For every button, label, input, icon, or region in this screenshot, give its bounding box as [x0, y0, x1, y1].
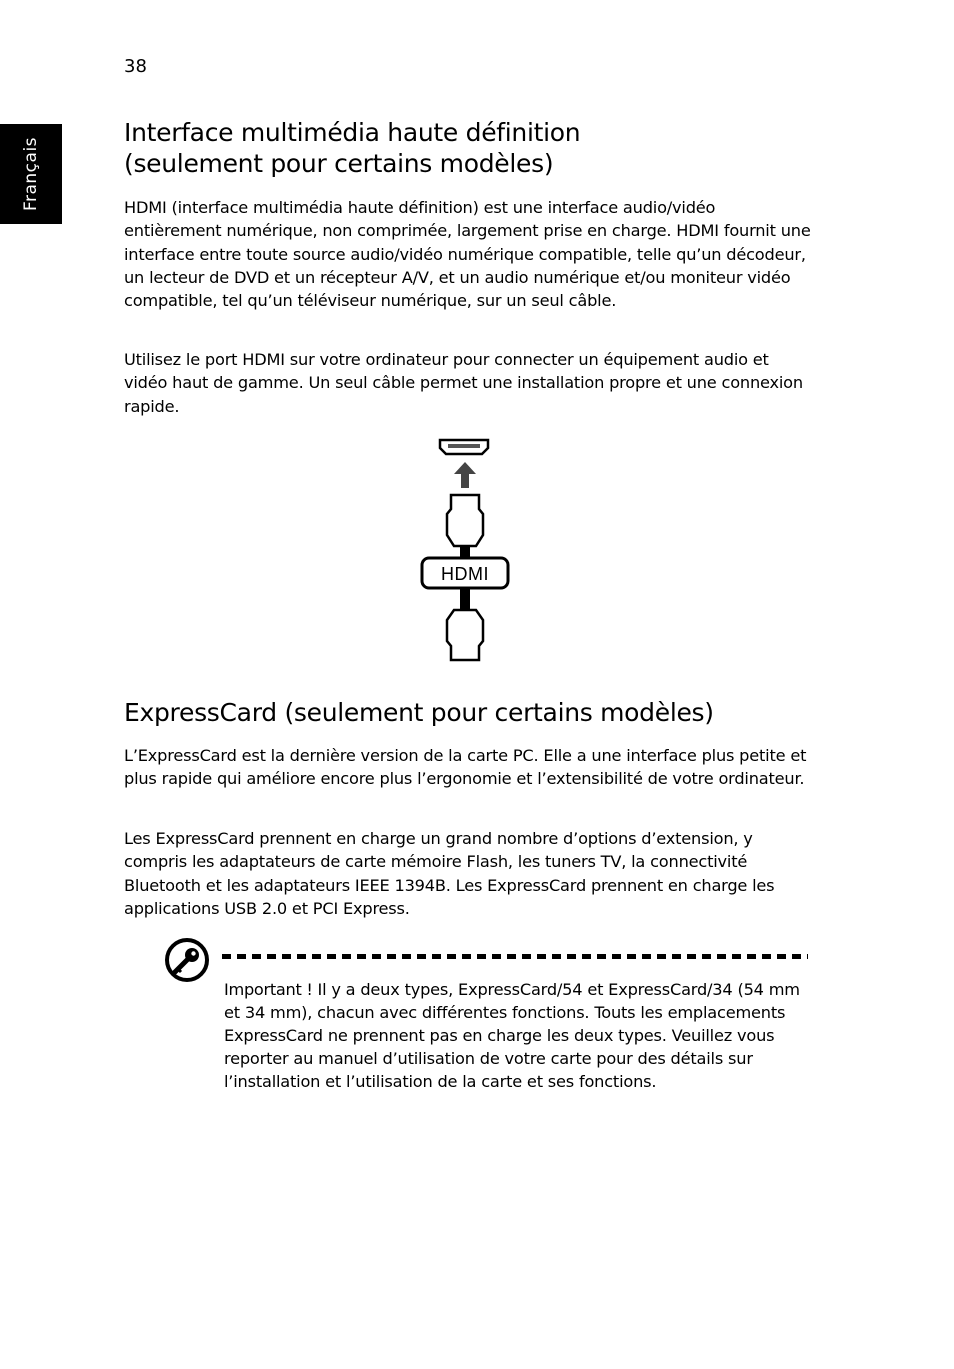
language-tab [0, 124, 62, 224]
expresscard-section-title: ExpressCard (seulement pour certains modèles) [124, 698, 714, 727]
expresscard-paragraph-1: L’ExpressCard est la dernière version de la carte PC. Elle a une interface plus petite et plus rapide qui améliore encore plus l’ergonomie et l’extensibilité de votre ordinateur. [124, 746, 807, 789]
hdmi-section-title [124, 117, 580, 179]
expresscard-paragraph-2: Les ExpressCard prennent en charge un grand nombre d’options d’extension, y compris les adaptateurs de carte mémoire Flash, les tuners TV, la connectivité Bluetooth et les adaptateurs IEEE 1394B. Les ExpressCard prennent en charge les applications USB 2.0 et PCI Express. [124, 829, 775, 918]
up-arrow-icon [454, 462, 476, 488]
language-tab-label: Français [21, 136, 41, 212]
hdmi-port-icon [440, 440, 488, 454]
note-divider [222, 954, 808, 959]
hdmi-cable-icon [418, 436, 512, 662]
hdmi-paragraph-1: HDMI (interface multimédia haute définition) est une interface audio/vidéo entièrement numérique, non comprimée, largement prise en charge. HDMI fournit une interface entre toute source audio/vidéo numérique compatible, telle qu’un décodeur, un lecteur de DVD et un récepteur A/V, et un audio numérique et/ou moniteur vidéo compatible, tel qu’un téléviseur numérique, sur un seul câble. [124, 198, 811, 311]
page-number: 38 [124, 56, 147, 77]
hdmi-title-line2: (seulement pour certains modèles) [124, 149, 554, 178]
hdmi-label: HDMI [441, 564, 489, 584]
hdmi-plug-top [447, 495, 483, 546]
important-note-text: Il y a deux types, ExpressCard/54 et ExpressCard/34 (54 mm et 34 mm), chacun avec différentes fonctions. Touts les emplacements ExpressCard ne prennent pas en charge les deux types. Veuillez vous reporter au manuel d’utilisation de votre carte pour des détails sur l’installation et l’utilisation de la carte et ses fonctions. [224, 980, 800, 1091]
hdmi-paragraph-2: Utilisez le port HDMI sur votre ordinateur pour connecter un équipement audio et vidéo haut de gamme. Un seul câble permet une installation propre et une connexion rapide. [124, 350, 803, 416]
key-note-icon [164, 937, 210, 983]
important-label: Important ! [224, 980, 313, 999]
important-note [224, 978, 804, 1093]
hdmi-title-line1: Interface multimédia haute définition [124, 118, 581, 147]
hdmi-plug-bottom [447, 610, 483, 660]
